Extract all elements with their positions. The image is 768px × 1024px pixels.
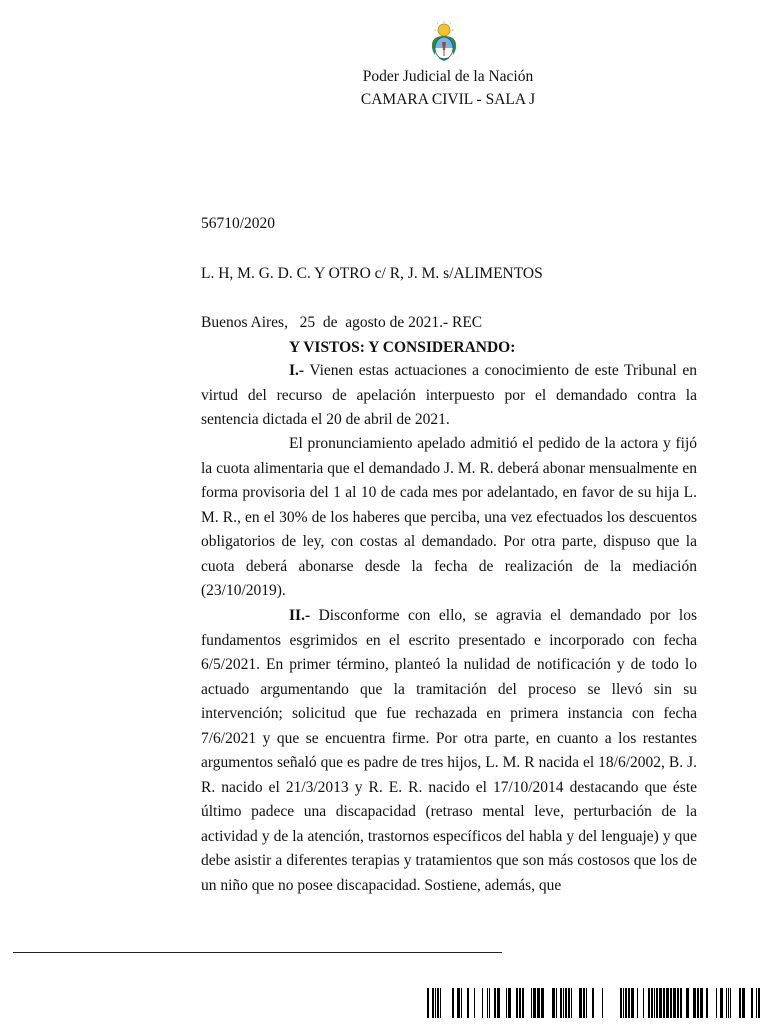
court-name: Poder Judicial de la Nación — [362, 68, 534, 85]
paragraph-text: Disconforme con ello, se agravia el demandado por los fundamentos esgrimidos en el escrito presentado e incorporado con fecha 6/5/2021. En primer término, planteó la nulidad de notificación y de todo lo actuado argumentando que la tramitación del proceso se llevó sin su intervención; solicitud que fue rechazada en primera instancia con fecha 7/6/2021 y que se encuentra firme. Por otra parte, en cuanto a los restantes argumentos señaló que es padre de tres hijos, L. M. R nacida el 18/6/2002, B. J. R. nacido el 21/3/2013 y R. E. R. nacido el 17/10/2014 destacando que éste último padece una discapacidad (retraso mental leve, perturbación de la actividad y de la atención, trastornos específicos del habla y del lenguaje) y que debe asistir a diferentes terapias y tratamientos que son más costosos que los de un niño que no posee discapacidad. Sostiene, además, que — [201, 607, 697, 894]
place-date: Buenos Aires, 25 de agosto de 2021.- REC — [201, 314, 483, 331]
paragraph-text: Vienen estas actuaciones a conocimiento de este Tribunal en virtud del recurso de apelación interpuesto por el demandado contra la sentencia dictada el 20 de abril de 2021. — [201, 362, 697, 428]
paragraph-3 — [201, 604, 697, 898]
section-label: II.- — [289, 607, 311, 624]
barcode-icon — [427, 988, 768, 1018]
case-title: L. H, M. G. D. C. Y OTRO c/ R, J. M. s/ALIMENTOS — [201, 265, 543, 282]
paragraph-2 — [201, 432, 697, 604]
argentina-coat-of-arms-icon — [428, 20, 460, 62]
case-number: 56710/2020 — [201, 215, 276, 232]
section-label: I.- — [289, 362, 305, 379]
resolution-heading: Y VISTOS: Y CONSIDERANDO: — [289, 339, 516, 356]
footer-divider — [13, 952, 502, 953]
paragraph-text: El pronunciamiento apelado admitió el pedido de la actora y fijó la cuota alimentaria que el demandado J. M. R. deberá abonar mensualmente en forma provisoria del 1 al 10 de cada mes por adelantado, en favor de su hija L. M. R., en el 30% de los haberes que perciba, una vez efectuados los descuentos obligatorios de ley, con costas al demandado. Por otra parte, dispuso que la cuota deberá abonarse desde la fecha de realización de la mediación (23/10/2019). — [201, 435, 697, 599]
paragraph-1 — [201, 359, 697, 433]
chamber-name: CAMARA CIVIL - SALA J — [360, 91, 536, 108]
